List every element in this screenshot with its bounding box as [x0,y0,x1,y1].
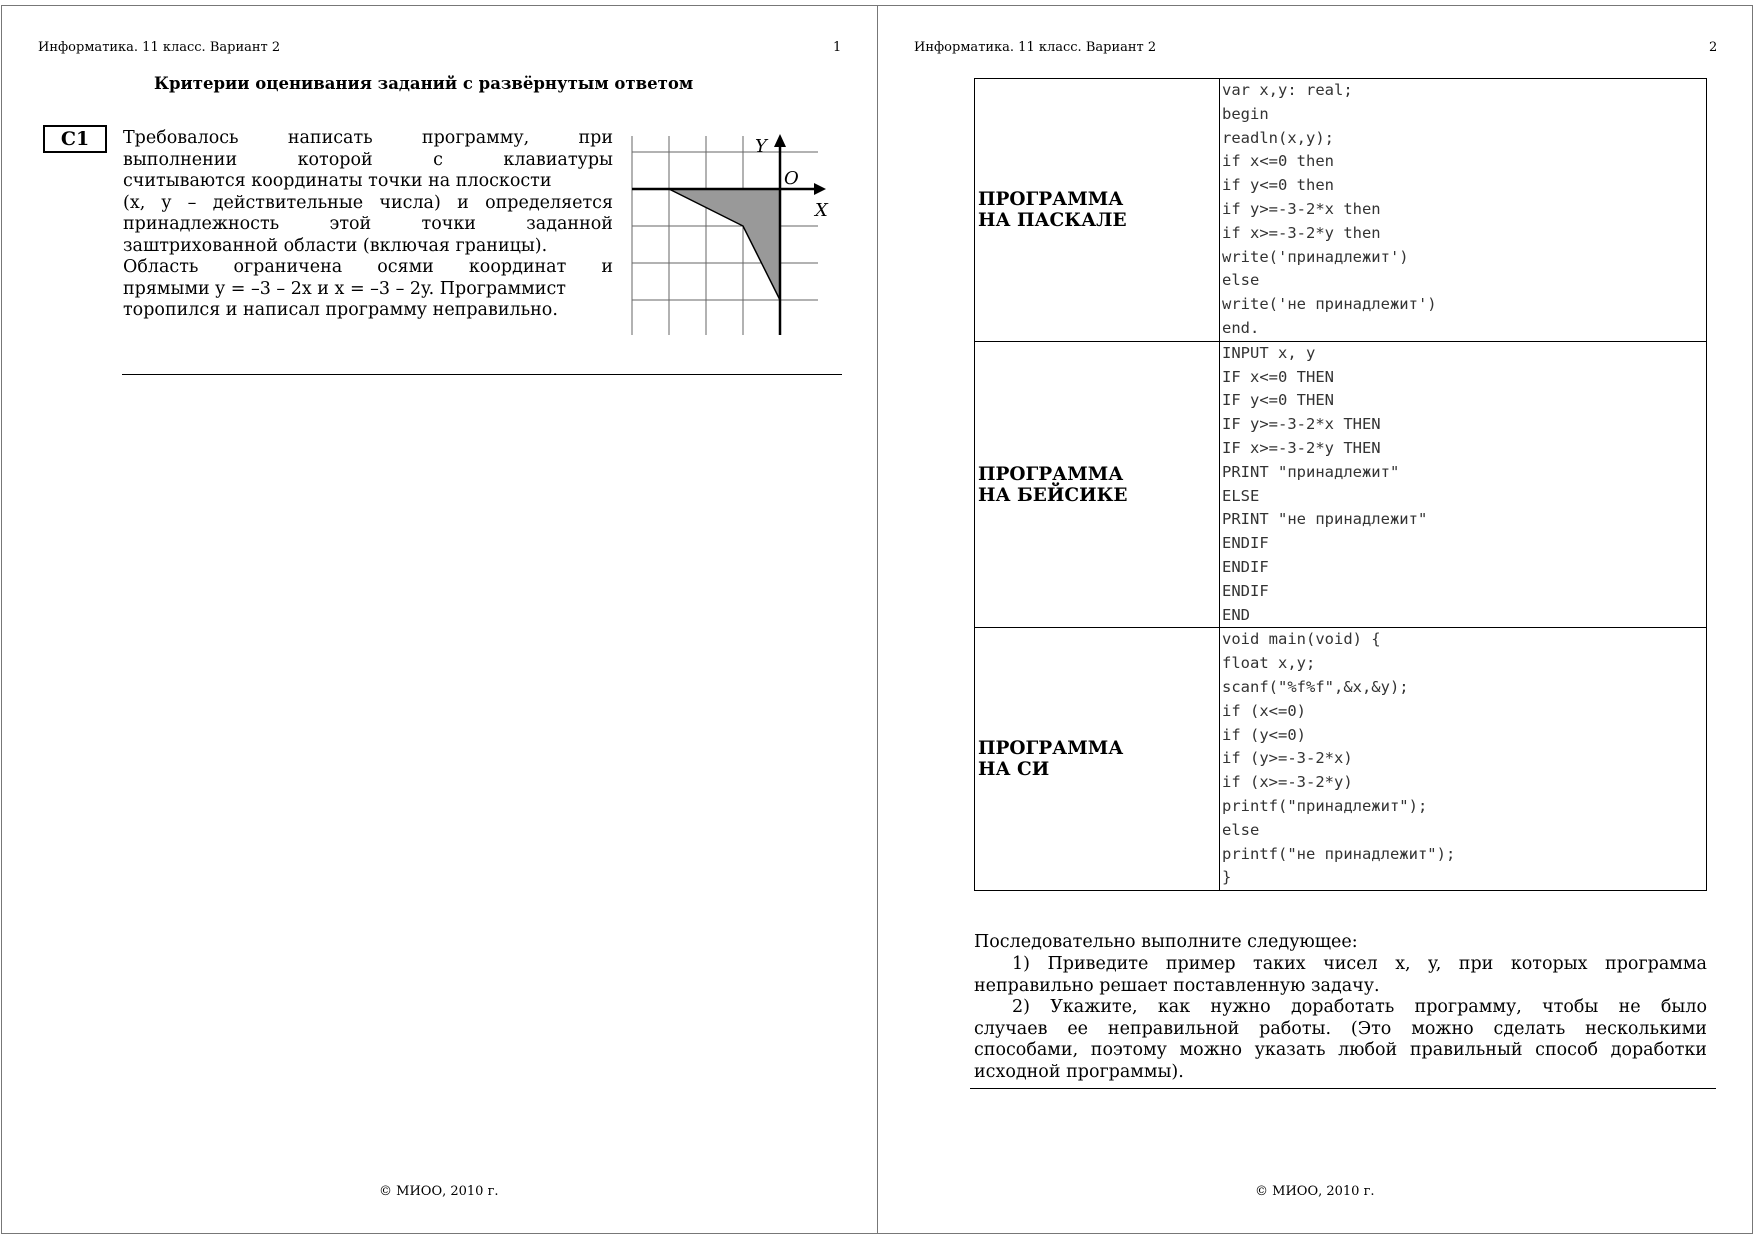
language-cell [975,79,1220,342]
task-word: с [433,149,443,170]
instruction-word: таких [1253,954,1306,974]
task-word: Область [123,257,199,277]
code-line: void main(void) { [1222,630,1381,649]
instruction-word: доработки [1610,1040,1707,1060]
code-line: IF x<=0 THEN [1222,367,1334,386]
task-text-line [123,235,547,257]
task-word: клавиатуры [503,149,613,170]
code-line: IF x>=-3-2*y THEN [1222,438,1381,457]
instructions-list [974,953,1707,1083]
instruction-word: программа [1605,954,1707,974]
instruction-word: 2) [1012,997,1030,1017]
task-word: заданной [526,214,613,234]
task-word: программу, [421,128,530,148]
instruction-word: способ [1535,1040,1599,1060]
instruction-word: при [1458,954,1494,974]
instruction-line [974,975,1707,997]
page-header-subject: Информатика. 11 класс. Вариант 2 [914,40,1157,55]
task-text [123,127,613,327]
task-text-line [123,213,613,235]
instruction-word: ее [1067,1018,1089,1039]
x-axis-arrow [814,183,826,195]
language-name: ПРОГРАММА [978,188,1124,210]
code-line: END [1222,605,1250,624]
instruction-word: которых [1510,954,1588,974]
instruction-word: программу, [1414,997,1522,1017]
program-row [975,341,1707,628]
task-word: и [457,192,469,213]
divider [970,1088,1716,1089]
instruction-word: способами, [974,1040,1079,1060]
task-word: осями [377,257,434,277]
grid [632,136,818,335]
instruction-word: работы. [1259,1018,1332,1039]
code-line: if (y<=0) [1222,725,1306,744]
task-word: считываются координаты точки на плоскости [123,171,552,191]
task-word: при [578,128,613,148]
code-line: printf("принадлежит"); [1222,796,1428,815]
code-line: float x,y; [1222,654,1316,673]
code-line: if (x>=-3-2*y) [1222,773,1353,792]
program-row [975,79,1707,342]
divider [122,374,842,375]
origin-label: O [784,168,799,189]
code-line: IF y<=0 THEN [1222,391,1334,410]
y-axis-arrow [774,134,786,147]
page-number: 2 [1709,40,1718,55]
task-text-line [123,256,613,278]
shaded-region [669,189,780,300]
task-text-line [123,127,613,149]
instruction-word: 1) [1012,954,1030,974]
code-line: scanf("%f%f",&x,&y); [1222,677,1409,696]
instruction-word: можно [1179,1040,1242,1060]
instruction-word: (Это [1350,1018,1392,1039]
code-line: } [1222,868,1232,887]
page-number: 1 [833,40,842,55]
code-line: printf("не принадлежит"); [1222,844,1456,863]
task-word: заштрихованной области (включая границы). [123,235,548,256]
instruction-word: не [1618,997,1641,1017]
language-name: ПРОГРАММА [978,738,1124,760]
instruction-line [974,1061,1707,1083]
code-line: var x,y: real; [1222,81,1353,99]
instruction-word: случаев [974,1018,1048,1039]
task-word: написать [287,128,373,148]
x-axis-label: X [815,200,828,221]
code-cell [1220,341,1707,628]
task-word: выполнении [123,149,238,170]
code-line: if y<=0 then [1222,176,1334,195]
task-word: и [601,257,613,277]
instruction-word: можно [1411,1018,1474,1039]
instruction-word: Приведите [1047,954,1149,974]
language-name: НА БЕЙСИКЕ [978,484,1128,506]
code-line: ENDIF [1222,557,1269,576]
instruction-word: несколькими [1585,1018,1707,1039]
language-cell [975,341,1220,628]
instruction-line [1012,953,1707,975]
language-name: ПРОГРАММА [978,463,1124,485]
language-name: НА СИ [978,759,1050,781]
code-line: IF y>=-3-2*x THEN [1222,415,1381,434]
page-header-subject: Информатика. 11 класс. Вариант 2 [38,40,281,55]
code-line: write('не принадлежит') [1222,295,1437,314]
task-word: (x, y – действительные [123,192,364,213]
language-name: НА ПАСКАЛЕ [978,209,1127,231]
instruction-word: как [1157,997,1191,1017]
code-line: ELSE [1222,486,1260,505]
code-line: begin [1222,104,1269,123]
code-line: ENDIF [1222,581,1269,600]
code-line: ENDIF [1222,534,1269,553]
instruction-word: поэтому [1090,1040,1167,1060]
code-line: if y>=-3-2*x then [1222,199,1381,218]
code-line: PRINT "не принадлежит" [1222,510,1428,529]
footer-copyright: © МИОО, 2010 г. [379,1184,499,1199]
instruction-line [974,1018,1707,1040]
instruction-word: любой [1338,1040,1398,1060]
task-word: числа) [379,192,441,213]
code-line: if x<=0 then [1222,152,1334,171]
task-word: торопился и написал программу неправильно. [123,300,558,320]
code-line: end. [1222,318,1260,337]
code-cell [1220,628,1707,891]
task-word: ограничена [233,257,343,277]
instruction-line [974,1039,1707,1061]
task-word: прямыми y = –3 – 2x и x = –3 – 2y. Программист [123,278,566,299]
task-word: которой [297,149,373,170]
instruction-word: неправильно решает поставленную задачу. [974,975,1380,996]
task-label: C1 [43,125,107,153]
task-text-line [123,149,613,171]
instruction-word: y, [1428,954,1442,974]
task-text-line [123,278,566,300]
code-line: if (y>=-3-2*x) [1222,749,1353,768]
page-1 [1,5,878,1234]
task-text-line [123,170,552,192]
programs-table [974,78,1707,891]
instruction-word: было [1660,997,1707,1017]
instruction-word: чтобы [1542,997,1599,1017]
code-line: if (x<=0) [1222,701,1306,720]
instruction-line [1012,996,1707,1018]
instruction-word: указать [1254,1040,1326,1060]
instruction-word: Укажите, [1050,997,1138,1017]
code-line: write('принадлежит') [1222,247,1409,266]
instruction-word: исходной программы). [974,1061,1184,1082]
y-axis-label: Y [755,136,767,157]
task-word: определяется [485,192,613,213]
task-word: Требовалось [123,128,239,148]
program-row [975,628,1707,891]
task-word: принадлежность [123,214,280,234]
task-text-line [123,299,558,321]
instruction-word: нужно [1210,997,1271,1017]
task-word: этой [329,214,372,234]
code-line: else [1222,820,1260,839]
code-line: readln(x,y); [1222,128,1334,147]
code-line: PRINT "принадлежит" [1222,462,1400,481]
code-line: else [1222,271,1260,290]
page-2 [877,5,1753,1234]
code-line: INPUT x, y [1222,343,1316,362]
instruction-word: доработать [1290,997,1395,1017]
instruction-word: пример [1165,954,1236,974]
task-text-line [123,192,613,214]
language-cell [975,628,1220,891]
coordinate-figure [630,130,830,340]
criteria-title: Критерии оценивания заданий с развёрнутым ответом [154,74,694,93]
task-word: координат [468,257,567,277]
task-word: точки [421,214,476,234]
instruction-word: чисел [1323,954,1378,974]
instruction-word: правильный [1409,1040,1523,1060]
instruction-word: x, [1395,954,1411,974]
code-cell [1220,79,1707,342]
instructions-intro: Последовательно выполните следующее: [974,932,1358,952]
code-line: if x>=-3-2*y then [1222,223,1381,242]
footer-copyright: © МИОО, 2010 г. [1255,1184,1375,1199]
instruction-word: неправильной [1107,1018,1240,1039]
instruction-word: сделать [1493,1018,1566,1039]
